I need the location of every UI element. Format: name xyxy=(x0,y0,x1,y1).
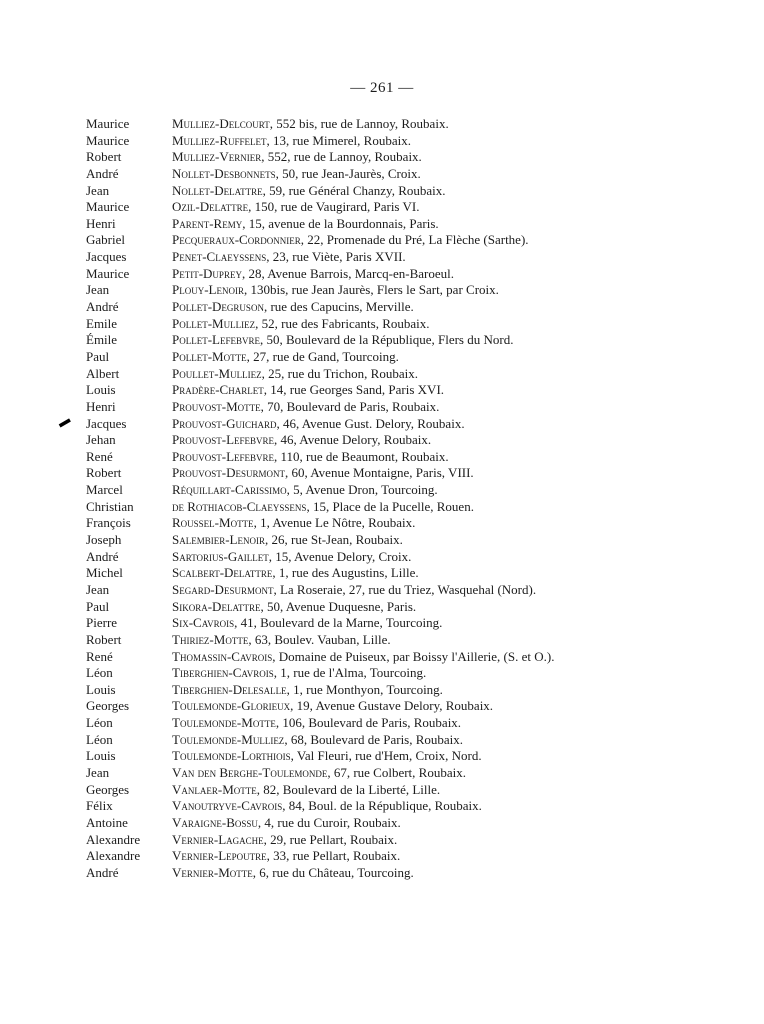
entry-first-name: Jacques xyxy=(86,249,127,265)
entry-detail xyxy=(172,832,397,848)
entry-first-name: Pierre xyxy=(86,615,118,631)
entry-detail xyxy=(172,432,431,448)
directory-entry xyxy=(86,815,746,832)
directory-entry xyxy=(86,632,746,649)
entry-detail xyxy=(172,133,411,149)
entry-address: , Val Fleuri, rue d'Hem, Croix, Nord. xyxy=(290,748,482,764)
entry-first-name: René xyxy=(86,648,113,664)
entry-detail xyxy=(172,166,421,182)
margin-pen-mark: ▬ xyxy=(55,412,73,431)
directory-entry xyxy=(86,649,746,666)
entry-first-name: Joseph xyxy=(86,532,122,548)
directory-entry xyxy=(86,582,746,599)
entry-detail xyxy=(172,698,493,714)
entry-address: , 60, Avenue Montaigne, Paris, VIII. xyxy=(284,465,474,481)
entry-address: , 23, rue Viète, Paris XVII. xyxy=(266,249,406,265)
entry-detail xyxy=(172,382,444,398)
entry-address: , 63, Boulev. Vauban, Lille. xyxy=(248,631,391,647)
directory-entry xyxy=(86,149,746,166)
entry-address: , 1, rue de l'Alma, Tourcoing. xyxy=(273,665,427,681)
directory-entry xyxy=(86,449,746,466)
directory-list xyxy=(86,116,746,881)
directory-entry xyxy=(86,399,746,416)
entry-surname: Penet-Claeyssens xyxy=(172,249,267,265)
entry-surname: Sikora-Delattre xyxy=(172,598,261,614)
entry-first-name: André xyxy=(86,299,119,315)
entry-detail xyxy=(172,366,418,382)
entry-address: , 29, rue Pellart, Roubaix. xyxy=(263,831,398,847)
entry-detail xyxy=(172,249,406,265)
directory-entry xyxy=(86,499,746,516)
directory-entry xyxy=(86,665,746,682)
entry-surname: Sartorius-Gaillet xyxy=(172,548,269,564)
entry-address: , 67, rue Colbert, Roubaix. xyxy=(327,764,466,780)
entry-surname: Réquillart-Carissimo xyxy=(172,482,287,498)
entry-address: , 19, Avenue Gustave Delory, Roubaix. xyxy=(290,698,494,714)
entry-address: , 4, rue du Curoir, Roubaix. xyxy=(257,814,401,830)
entry-address: , 50, Boulevard de la République, Flers du Nord. xyxy=(260,332,514,348)
entry-address: , 70, Boulevard de Paris, Roubaix. xyxy=(260,398,440,414)
entry-surname: Poullet-Mulliez xyxy=(172,365,262,381)
directory-entry xyxy=(86,432,746,449)
entry-address: , 50, Avenue Duquesne, Paris. xyxy=(260,598,417,614)
entry-detail xyxy=(172,848,400,864)
entry-first-name: Henri xyxy=(86,398,116,414)
entry-surname: Thomassin-Cavrois xyxy=(172,648,273,664)
entry-detail xyxy=(172,316,430,332)
entry-detail xyxy=(172,715,461,731)
entry-surname: Van den Berghe-Toulemonde xyxy=(172,764,328,780)
entry-surname: Pecqueraux-Cordonnier xyxy=(172,232,301,248)
entry-first-name: Maurice xyxy=(86,116,130,131)
entry-detail xyxy=(172,282,499,298)
entry-surname: Vernier-Lepoutre xyxy=(172,848,267,864)
entry-first-name: Albert xyxy=(86,365,120,381)
entry-address: , 15, Avenue Delory, Croix. xyxy=(268,548,412,564)
entry-first-name: Gabriel xyxy=(86,232,125,248)
entry-surname: Parent-Remy xyxy=(172,215,243,231)
entry-detail xyxy=(172,183,446,199)
entry-first-name: André xyxy=(86,548,119,564)
entry-surname: Prouvost-Desurmont xyxy=(172,465,285,481)
entry-detail xyxy=(172,465,474,481)
directory-entry xyxy=(86,183,746,200)
directory-entry xyxy=(86,565,746,582)
entry-first-name: Alexandre xyxy=(86,831,141,847)
entry-surname: Roussel-Motte xyxy=(172,515,254,531)
entry-detail xyxy=(172,599,416,615)
entry-surname: Toulemonde-Mulliez xyxy=(172,731,285,747)
entry-first-name: Émile xyxy=(86,332,118,348)
entry-address: , 130bis, rue Jean Jaurès, Flers le Sart, par Croix. xyxy=(244,282,499,298)
directory-entry xyxy=(86,549,746,566)
directory-entry xyxy=(86,848,746,865)
directory-entry xyxy=(86,765,746,782)
directory-entry xyxy=(86,299,746,316)
directory-entry xyxy=(86,382,746,399)
entry-first-name: Alexandre xyxy=(86,848,141,864)
entry-first-name: René xyxy=(86,448,113,464)
entry-detail xyxy=(172,299,414,315)
entry-first-name: Robert xyxy=(86,631,122,647)
entry-detail xyxy=(172,615,442,631)
entry-detail xyxy=(172,798,482,814)
entry-address: , 5, Avenue Dron, Tourcoing. xyxy=(286,482,438,498)
entry-detail xyxy=(172,449,449,465)
entry-detail xyxy=(172,399,439,415)
entry-first-name: Louis xyxy=(86,681,116,697)
entry-address: , rue des Capucins, Merville. xyxy=(263,299,414,315)
entry-address: , 50, rue Jean-Jaurès, Croix. xyxy=(275,165,421,181)
entry-detail xyxy=(172,748,482,764)
entry-address: , 15, avenue de la Bourdonnais, Paris. xyxy=(242,215,439,231)
directory-entry xyxy=(86,266,746,283)
entry-address: , 46, Avenue Delory, Roubaix. xyxy=(274,432,432,448)
entry-address: , 52, rue des Fabricants, Roubaix. xyxy=(255,315,430,331)
entry-surname: Segard-Desurmont xyxy=(172,581,274,597)
entry-address: , 82, Boulevard de la Liberté, Lille. xyxy=(256,781,441,797)
entry-first-name: Georges xyxy=(86,698,130,714)
entry-surname: Pollet-Lefebvre xyxy=(172,332,260,348)
entry-first-name: François xyxy=(86,515,131,531)
entry-detail xyxy=(172,499,474,515)
entry-first-name: Antoine xyxy=(86,814,128,830)
entry-surname: Prouvost-Guichard xyxy=(172,415,277,431)
entry-surname: Ozil-Delattre xyxy=(172,199,249,215)
entry-detail xyxy=(172,865,414,881)
entry-surname: Nollet-Delattre xyxy=(172,182,263,198)
entry-first-name: Robert xyxy=(86,465,122,481)
directory-entry xyxy=(86,599,746,616)
entry-surname: Six-Cavrois xyxy=(172,615,235,631)
entry-address: , 14, rue Georges Sand, Paris XVI. xyxy=(263,382,445,398)
entry-surname: Mulliez-Delcourt xyxy=(172,116,270,131)
directory-entry xyxy=(86,199,746,216)
directory-entry xyxy=(86,249,746,266)
entry-address: , Domaine de Puiseux, par Boissy l'Aillerie, (S. et O.). xyxy=(272,648,555,664)
directory-entry xyxy=(86,133,746,150)
entry-address: , 46, Avenue Gust. Delory, Roubaix. xyxy=(276,415,465,431)
entry-detail xyxy=(172,682,443,698)
directory-entry xyxy=(86,482,746,499)
entry-address: , 1, Avenue Le Nôtre, Roubaix. xyxy=(253,515,416,531)
entry-address: , 27, rue de Gand, Tourcoing. xyxy=(246,348,399,364)
entry-address: , 110, rue de Beaumont, Roubaix. xyxy=(274,448,449,464)
entry-surname: Vernier-Lagache xyxy=(172,831,264,847)
entry-detail xyxy=(172,649,554,665)
entry-address: , 106, Boulevard de Paris, Roubaix. xyxy=(275,715,462,731)
entry-first-name: Louis xyxy=(86,382,116,398)
entry-surname: Toulemonde-Glorieux xyxy=(172,698,291,714)
directory-entry xyxy=(86,698,746,715)
entry-surname: Pollet-Mulliez xyxy=(172,315,256,331)
entry-surname: Salembier-Lenoir xyxy=(172,532,265,548)
entry-first-name: Emile xyxy=(86,315,118,331)
entry-address: , 33, rue Pellart, Roubaix. xyxy=(266,848,401,864)
entry-surname: Thiriez-Motte xyxy=(172,631,249,647)
entry-surname: Toulemonde-Lorthiois xyxy=(172,748,291,764)
entry-surname: Mulliez-Vernier xyxy=(172,149,262,165)
entry-first-name: André xyxy=(86,864,119,880)
entry-detail xyxy=(172,582,536,598)
directory-entry xyxy=(86,416,746,433)
entry-first-name: Paul xyxy=(86,598,110,614)
directory-entry xyxy=(86,349,746,366)
entry-detail xyxy=(172,416,465,432)
entry-first-name: Jean xyxy=(86,282,110,298)
entry-detail xyxy=(172,332,513,348)
entry-detail xyxy=(172,549,411,565)
entry-address: , 68, Boulevard de Paris, Roubaix. xyxy=(284,731,464,747)
entry-address: , 150, rue de Vaugirard, Paris VI. xyxy=(248,199,420,215)
entry-surname: Mulliez-Ruffelet xyxy=(172,132,267,148)
entry-address: , 28, Avenue Barrois, Marcq-en-Baroeul. xyxy=(241,265,454,281)
directory-entry xyxy=(86,798,746,815)
entry-detail xyxy=(172,665,426,681)
entry-surname: Plouy-Lenoir xyxy=(172,282,244,298)
entry-first-name: Maurice xyxy=(86,199,130,215)
entry-detail xyxy=(172,216,439,232)
entry-surname: Varaigne-Bossu xyxy=(172,814,258,830)
directory-entry xyxy=(86,615,746,632)
entry-address: , 25, rue du Trichon, Roubaix. xyxy=(261,365,418,381)
entry-first-name: Paul xyxy=(86,348,110,364)
entry-address: , 13, rue Mimerel, Roubaix. xyxy=(266,132,411,148)
entry-surname: Toulemonde-Motte xyxy=(172,715,276,731)
entry-first-name: Jean xyxy=(86,764,110,780)
directory-entry xyxy=(86,865,746,882)
entry-detail xyxy=(172,199,419,215)
entry-surname: Nollet-Desbonnets xyxy=(172,165,276,181)
entry-address: , 1, rue des Augustins, Lille. xyxy=(272,565,419,581)
entry-detail xyxy=(172,149,422,165)
entry-first-name: Robert xyxy=(86,149,122,165)
entry-first-name: Jean xyxy=(86,581,110,597)
directory-entry xyxy=(86,366,746,383)
entry-surname: Pollet-Degruson xyxy=(172,299,264,315)
directory-entry xyxy=(86,166,746,183)
entry-detail xyxy=(172,565,419,581)
directory-entry xyxy=(86,465,746,482)
entry-surname: Petit-Duprey xyxy=(172,265,242,281)
entry-surname: Prouvost-Lefebvre xyxy=(172,448,275,464)
entry-address: , La Roseraie, 27, rue du Triez, Wasquehal (Nord). xyxy=(273,581,537,597)
entry-surname: Scalbert-Delattre xyxy=(172,565,273,581)
entry-surname: Vanoutryve-Cavrois xyxy=(172,798,283,814)
directory-entry xyxy=(86,332,746,349)
entry-first-name: Maurice xyxy=(86,265,130,281)
entry-address: , 41, Boulevard de la Marne, Tourcoing. xyxy=(234,615,443,631)
entry-surname: de Rothiacob-Claeyssens xyxy=(172,498,307,514)
entry-first-name: Christian xyxy=(86,498,134,514)
page-number: — 261 — xyxy=(350,80,414,96)
entry-detail xyxy=(172,482,438,498)
entry-address: , 15, Place de la Pucelle, Rouen. xyxy=(306,498,474,514)
directory-entry xyxy=(86,748,746,765)
directory-entry xyxy=(86,682,746,699)
entry-first-name: Georges xyxy=(86,781,130,797)
directory-entry xyxy=(86,216,746,233)
entry-first-name: Henri xyxy=(86,215,116,231)
entry-first-name: Léon xyxy=(86,665,113,681)
entry-address: , 84, Boul. de la République, Roubaix. xyxy=(282,798,482,814)
directory-entry xyxy=(86,116,746,133)
entry-first-name: Félix xyxy=(86,798,113,814)
directory-entry xyxy=(86,316,746,333)
entry-detail xyxy=(172,632,391,648)
entry-detail xyxy=(172,532,403,548)
entry-first-name: Jean xyxy=(86,182,110,198)
entry-address: , 552, rue de Lannoy, Roubaix. xyxy=(261,149,422,165)
entry-address: , 6, rue du Château, Tourcoing. xyxy=(252,864,414,880)
entry-address: , 1, rue Monthyon, Tourcoing. xyxy=(286,681,443,697)
entry-first-name: Marcel xyxy=(86,482,123,498)
entry-address: , 22, Promenade du Pré, La Flèche (Sarthe). xyxy=(300,232,529,248)
entry-surname: Vanlaer-Motte xyxy=(172,781,257,797)
entry-surname: Tiberghien-Cavrois xyxy=(172,665,274,681)
entry-detail xyxy=(172,349,399,365)
entry-detail xyxy=(172,815,401,831)
entry-first-name: Maurice xyxy=(86,132,130,148)
entry-surname: Tiberghien-Delesalle xyxy=(172,681,287,697)
entry-surname: Prouvost-Lefebvre xyxy=(172,432,275,448)
directory-entry xyxy=(86,232,746,249)
entry-detail xyxy=(172,732,463,748)
entry-detail xyxy=(172,765,466,781)
directory-entry xyxy=(86,532,746,549)
entry-detail xyxy=(172,232,529,248)
entry-first-name: André xyxy=(86,165,119,181)
entry-detail xyxy=(172,782,440,798)
entry-surname: Prouvost-Motte xyxy=(172,398,261,414)
entry-first-name: Michel xyxy=(86,565,123,581)
entry-detail xyxy=(172,266,454,282)
entry-first-name: Jehan xyxy=(86,432,116,448)
entry-first-name: Léon xyxy=(86,731,113,747)
entry-address: , 26, rue St-Jean, Roubaix. xyxy=(265,532,403,548)
directory-entry xyxy=(86,732,746,749)
directory-entry xyxy=(86,282,746,299)
entry-first-name: Léon xyxy=(86,715,113,731)
directory-entry xyxy=(86,782,746,799)
entry-surname: Vernier-Motte xyxy=(172,864,253,880)
entry-first-name: Louis xyxy=(86,748,116,764)
entry-surname: Pollet-Motte xyxy=(172,348,247,364)
entry-detail xyxy=(172,116,449,132)
entry-surname: Pradère-Charlet xyxy=(172,382,264,398)
entry-address: , 59, rue Général Chanzy, Roubaix. xyxy=(262,182,446,198)
directory-entry xyxy=(86,832,746,849)
directory-entry xyxy=(86,715,746,732)
directory-entry xyxy=(86,515,746,532)
entry-detail xyxy=(172,515,415,531)
entry-first-name: Jacques xyxy=(86,415,127,431)
entry-address: , 552 bis, rue de Lannoy, Roubaix. xyxy=(269,116,449,131)
